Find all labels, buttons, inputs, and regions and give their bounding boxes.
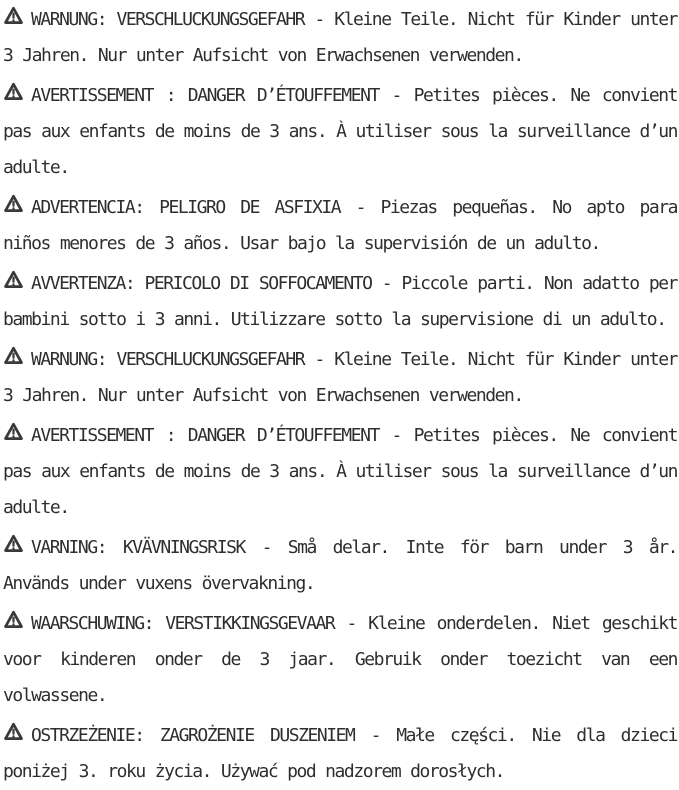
warning-text: AVERTISSEMENT : DANGER D’ÉTOUFFEMENT - Petites pièces. Ne convient pas aux enfants de moins de 3 ans. À utiliser sous la surveillance d’un adulte. [3, 425, 677, 518]
warning-triangle-icon [3, 270, 24, 289]
warning-text: AVVERTENZA: PERICOLO DI SOFFOCAMENTO - Piccole parti. Non adatto per bambini sotto i 3 anni. Utilizzare sotto la supervisione di un adulto. [3, 273, 677, 330]
warning-text: AVERTISSEMENT : DANGER D’ÉTOUFFEMENT - Petites pièces. Ne convient pas aux enfants de moins de 3 ans. À utiliser sous la surveillance d’un adulte. [3, 85, 677, 178]
warning-triangle-icon [3, 82, 24, 101]
warning-paragraph [3, 266, 677, 338]
warning-text: OSTRZEŻENIE: ZAGROŻENIE DUSZENIEM - Małe części. Nie dla dzieci poniżej 3. roku życia. Używać pod nadzorem dorosłych. [3, 725, 677, 782]
warning-paragraph [3, 606, 677, 714]
warning-text: WAARSCHUWING: VERSTIKKINGSGEVAAR - Kleine onderdelen. Niet geschikt voor kinderen onder de 3 jaar. Gebruik onder toezicht van een volwassene. [3, 613, 677, 706]
warning-text: ADVERTENCIA: PELIGRO DE ASFIXIA - Piezas pequeñas. No apto para niños menores de 3 años. Usar bajo la supervisión de un adulto. [3, 197, 677, 254]
warning-text: WARNUNG: VERSCHLUCKUNGSGEFAHR - Kleine Teile. Nicht für Kinder unter 3 Jahren. Nur unter Aufsicht von Erwachsenen verwenden. [3, 9, 677, 66]
warning-triangle-icon [3, 346, 24, 365]
warning-paragraph [3, 190, 677, 262]
warning-paragraph [3, 342, 677, 414]
warning-text: WARNUNG: VERSCHLUCKUNGSGEFAHR - Kleine Teile. Nicht für Kinder unter 3 Jahren. Nur unter Aufsicht von Erwachsenen verwenden. [3, 349, 677, 406]
warning-text: VARNING: KVÄVNINGSRISK - Små delar. Inte för barn under 3 år. Används under vuxens övervakning. [3, 537, 677, 594]
warning-triangle-icon [3, 610, 24, 629]
warning-paragraph [3, 718, 677, 790]
warning-paragraph [3, 418, 677, 526]
warning-triangle-icon [3, 722, 24, 741]
warning-paragraph [3, 78, 677, 186]
warning-triangle-icon [3, 194, 24, 213]
warning-triangle-icon [3, 534, 24, 553]
warning-triangle-icon [3, 422, 24, 441]
warning-paragraph [3, 2, 677, 74]
warning-paragraph [3, 530, 677, 602]
warning-triangle-icon [3, 6, 24, 25]
